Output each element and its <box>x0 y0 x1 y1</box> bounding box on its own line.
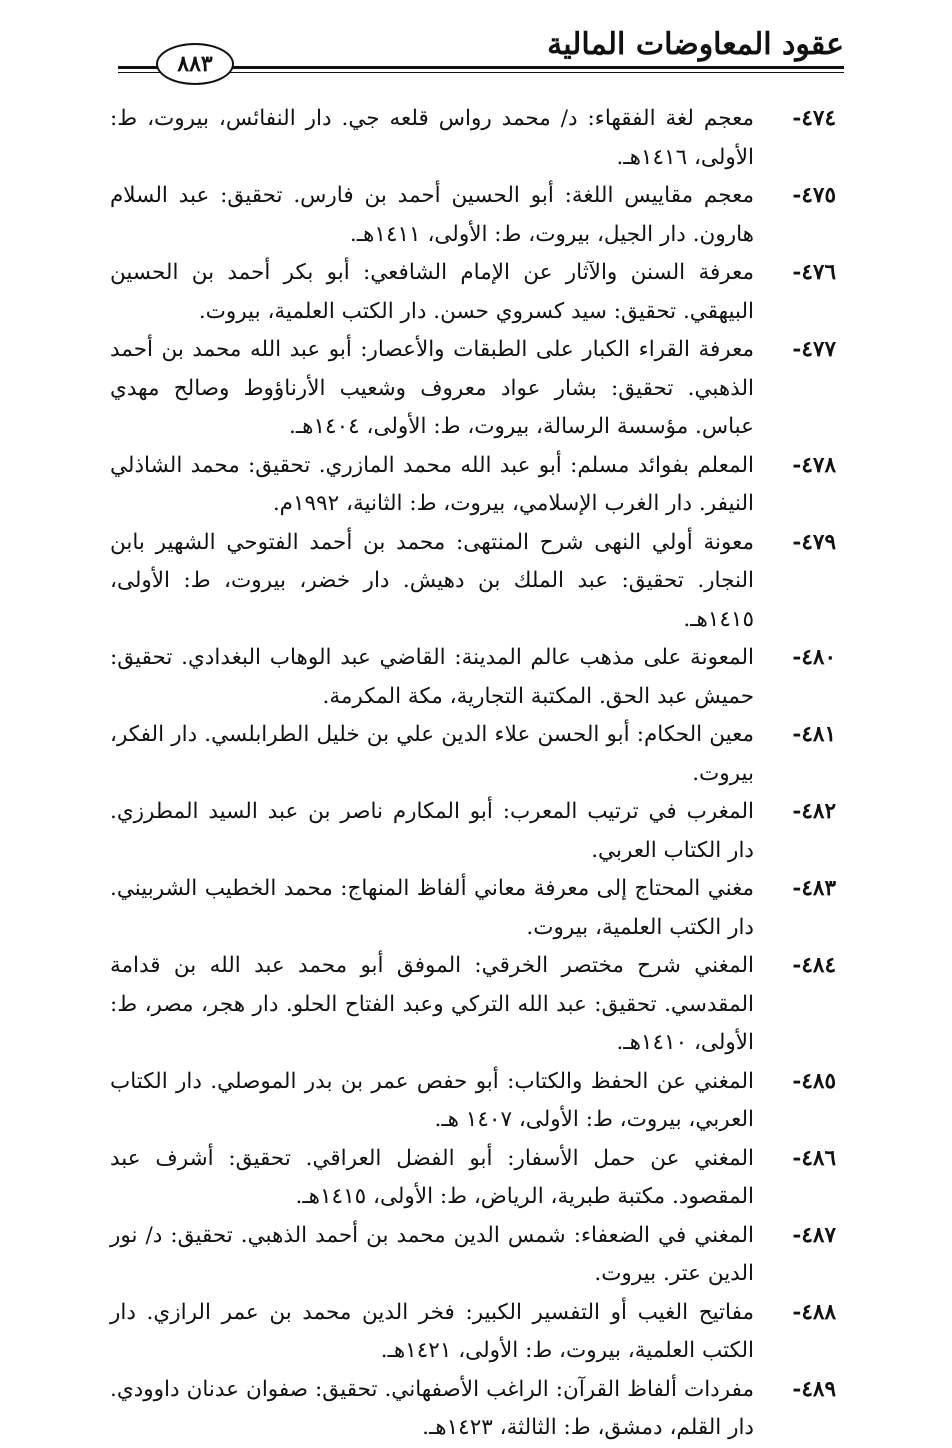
bibliography-entry <box>110 331 836 447</box>
bibliography-entry <box>110 100 836 177</box>
bibliography-entry <box>110 1140 836 1217</box>
entry-number: ٤٨٥- <box>792 1068 836 1094</box>
entry-text: المعلم بفوائد مسلم: أبو عبد الله محمد المازري. تحقيق: محمد الشاذلي النيفر. دار الغرب الإسلامي، بيروت، ط: الثانية، ١٩٩٢م. <box>110 452 754 516</box>
entry-text: معجم لغة الفقهاء: د/ محمد رواس قلعه جي. دار النفائس، بيروت، ط: الأولى، ١٤١٦هـ. <box>110 106 754 170</box>
entry-text: المعونة على مذهب عالم المدينة: القاضي عبد الوهاب البغدادي. تحقيق: حميش عبد الحق. المكتبة التجارية، مكة المكرمة. <box>110 645 754 709</box>
bibliography-entry <box>110 447 836 524</box>
page-header <box>0 22 952 82</box>
entry-text: المغني شرح مختصر الخرقي: الموفق أبو محمد عبد الله بن قدامة المقدسي. تحقيق: عبد الله التركي وعبد الفتاح الحلو. دار هجر، مصر، ط: الأولى، ١٤١٠هـ. <box>110 953 754 1055</box>
entry-number: ٤٧٧- <box>792 337 836 362</box>
entry-number: ٤٨٧- <box>792 1222 836 1248</box>
entry-number: ٤٨٤- <box>792 953 836 978</box>
entry-text: معونة أولي النهى شرح المنتهى: محمد بن أحمد الفتوحي الشهير بابن النجار. تحقيق: عبد الملك بن دهيش. دار خضر، بيروت، ط: الأولى، ١٤١٥هـ. <box>110 529 754 632</box>
entry-text: المغني عن حمل الأسفار: أبو الفضل العراقي. تحقيق: أشرف عبد المقصود. مكتبة طبرية، الرياض، ط: الأولى، ١٤١٥هـ. <box>110 1145 754 1209</box>
entry-text: مفردات ألفاظ القرآن: الراغب الأصفهاني. تحقيق: صفوان عدنان داوودي. دار القلم، دمشق، ط: الثالثة، ١٤٢٣هـ. <box>110 1376 754 1440</box>
entry-text: المغني عن الحفظ والكتاب: أبو حفص عمر بن بدر الموصلي. دار الكتاب العربي، بيروت، ط: الأولى، ١٤٠٧ هـ. <box>110 1068 754 1132</box>
entry-number: ٤٨٦- <box>792 1145 836 1171</box>
entry-number: ٤٨١- <box>792 722 836 747</box>
bibliography-entry <box>110 870 836 947</box>
bibliography-entry <box>110 947 836 1063</box>
entry-text: مغني المحتاج إلى معرفة معاني ألفاظ المنهاج: محمد الخطيب الشربيني. دار الكتب العلمية، بيروت. <box>110 876 754 940</box>
bibliography-entry <box>110 639 836 716</box>
entry-number: ٤٨٣- <box>792 876 836 901</box>
bibliography-entry <box>110 1371 836 1448</box>
entry-number: ٤٧٩- <box>792 529 836 555</box>
entry-text: معرفة القراء الكبار على الطبقات والأعصار: أبو عبد الله محمد بن أحمد الذهبي. تحقيق: بشار عواد معروف وشعيب الأرناؤوط وصالح مهدي عباس. مؤسسة الرسالة، بيروت، ط: الأولى، ١٤٠٤هـ. <box>110 337 754 439</box>
entry-number: ٤٧٨- <box>792 452 836 478</box>
bibliography-entry <box>110 1063 836 1140</box>
entry-number: ٤٨٩- <box>792 1376 836 1402</box>
page-number: ٨٨٣ <box>156 43 234 85</box>
entry-number: ٤٨٠- <box>792 645 836 670</box>
entry-text: المغني في الضعفاء: شمس الدين محمد بن أحمد الذهبي. تحقيق: د/ نور الدين عتر. بيروت. <box>110 1222 754 1286</box>
running-title: عقود المعاوضات المالية <box>537 25 844 65</box>
bibliography-entry <box>110 254 836 331</box>
entry-text: معين الحكام: أبو الحسن علاء الدين علي بن خليل الطرابلسي. دار الفكر، بيروت. <box>110 722 754 786</box>
entry-number: ٤٧٦- <box>792 260 836 285</box>
bibliography-entry <box>110 177 836 254</box>
bibliography-entry <box>110 716 836 793</box>
entry-number: ٤٧٥- <box>792 183 836 208</box>
entry-number: ٤٨٢- <box>792 799 836 824</box>
bibliography-entry <box>110 1294 836 1371</box>
entry-text: مفاتيح الغيب أو التفسير الكبير: فخر الدين محمد بن عمر الرازي. دار الكتب العلمية، بيروت، ط: الأولى، ١٤٢١هـ. <box>110 1299 754 1363</box>
bibliography-list <box>110 100 836 1448</box>
entry-number: ٤٨٨- <box>792 1299 836 1325</box>
entry-text: المغرب في ترتيب المعرب: أبو المكارم ناصر بن عبد السيد المطرزي. دار الكتاب العربي. <box>110 799 754 863</box>
entry-text: معجم مقاييس اللغة: أبو الحسين أحمد بن فارس. تحقيق: عبد السلام هارون. دار الجيل، بيروت، ط: الأولى، ١٤١١هـ. <box>110 183 754 247</box>
bibliography-entry <box>110 793 836 870</box>
entry-number: ٤٧٤- <box>792 106 836 131</box>
entry-text: معرفة السنن والآثار عن الإمام الشافعي: أبو بكر أحمد بن الحسين البيهقي. تحقيق: سيد كسروي حسن. دار الكتب العلمية، بيروت. <box>110 260 754 324</box>
bibliography-entry <box>110 1217 836 1294</box>
bibliography-entry <box>110 524 836 640</box>
